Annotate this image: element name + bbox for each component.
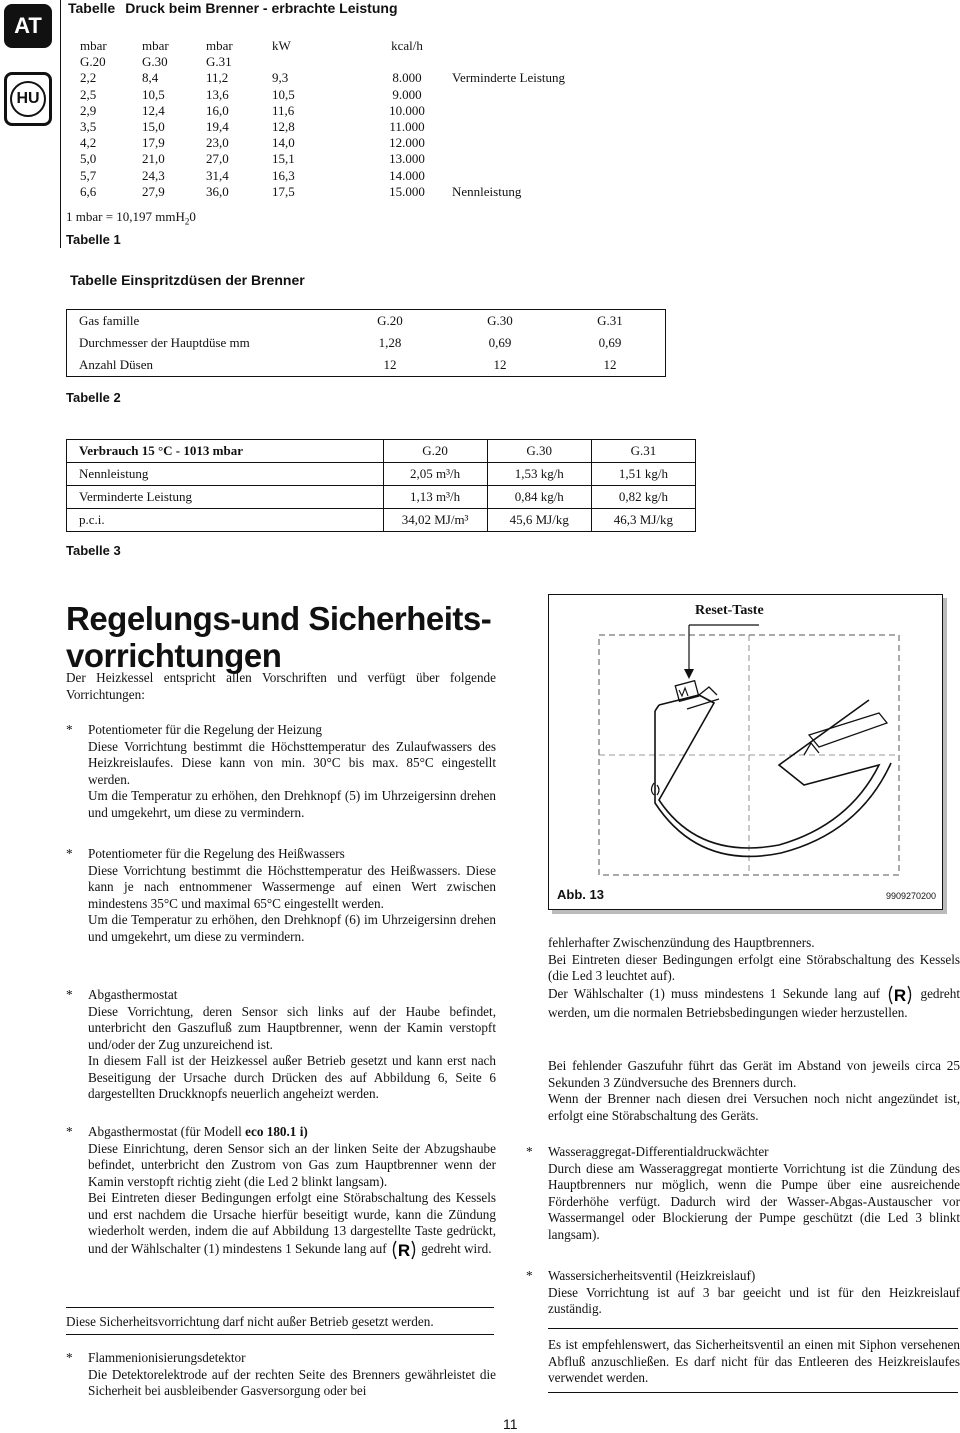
figure-caption: Abb. 13 (557, 887, 604, 902)
table-cell (452, 103, 565, 119)
table-cell: 17,9 (142, 135, 165, 151)
table-cell: 8.000 (392, 70, 422, 86)
table-cell: 0,84 kg/h (487, 486, 591, 509)
table-cell: 1,51 kg/h (591, 463, 695, 486)
table-cell: p.c.i. (67, 509, 384, 532)
warning-rule-top (66, 1307, 494, 1308)
table-row (67, 354, 666, 377)
language-tab-hu (4, 72, 52, 126)
table-cell: 2,05 m³/h (383, 463, 487, 486)
table-row (67, 509, 696, 532)
figure-label: Reset-Taste (695, 603, 764, 618)
table-cell: G.20 (377, 313, 403, 328)
table-cell: 11.000 (389, 119, 425, 135)
table-cell (452, 151, 565, 167)
table-cell: 0,69 (598, 335, 622, 350)
consumption-table (66, 439, 696, 532)
table-cell: Nennleistung (67, 463, 384, 486)
language-tab-at: AT (4, 4, 52, 48)
table-cell: 2,2 (80, 70, 97, 86)
table-cell: 34,02 MJ/m³ (383, 509, 487, 532)
table-row (80, 119, 565, 135)
table-cell: 12 (603, 357, 617, 372)
nozzle-table (66, 309, 666, 377)
table-cell: 27,9 (142, 183, 165, 199)
table-cell: 12.000 (389, 135, 425, 151)
item-heating-potentiometer: * Potentiometer für die Regelung der Heizung Diese Vorrichtung bestimmt die Höchsttemperatur des Zulaufwassers des Heizkreislaufes. Diese kann von min. 30°C bis max. 85°C eingestellt werden. Um die Temperatur zu erhöhen, den Drehknopf (5) im Uhrzeigersinn drehen und umgekehrt, um diese zu vermindern. (66, 722, 496, 820)
table-cell: 10,5 (272, 86, 295, 102)
table-row (80, 103, 565, 119)
note-rule-top (548, 1328, 958, 1329)
table-row (80, 184, 565, 200)
table-row (80, 168, 565, 184)
table-cell: 10.000 (389, 102, 425, 118)
reset-r-icon (886, 985, 914, 1005)
table-cell: 12 (383, 357, 397, 372)
table-cell: 2,5 (80, 86, 97, 102)
table-cell (452, 168, 565, 184)
table-cell: 9.000 (392, 86, 422, 102)
reset-r-icon (390, 1240, 418, 1260)
table-cell: Verminderte Leistung (67, 486, 384, 509)
table-cell: 12,4 (142, 102, 165, 118)
table-cell: 46,3 MJ/kg (591, 509, 695, 532)
table-cell: 21,0 (142, 151, 165, 167)
table-cell: 15,0 (142, 119, 165, 135)
table-cell: 10,5 (142, 86, 165, 102)
table-row (80, 151, 565, 167)
burner-hood-drawing (549, 595, 942, 909)
table-cell: 15.000 (389, 183, 425, 199)
table-cell: 3,5 (80, 119, 97, 135)
section-title: Regelungs-und Sicherheits- vorrichtungen (66, 600, 492, 674)
safety-valve-note: Es ist empfehlenswert, das Sicherheitsventil an einen mit Siphon versehenen Abfluß anzuschließen. Es darf nicht für das Entleeren des Heizkreislaufes verwendet werden. (548, 1337, 960, 1385)
section-intro: Der Heizkessel entspricht allen Vorschriften und verfügt über folgende Vorrichtungen: (66, 670, 496, 702)
right-paragraph-ignition: Bei fehlender Gaszufuhr führt das Gerät im Abstand von jeweils circa 25 Sekunden 3 Zündversuche des Brenners durch. Wenn der Brenner nach diesen drei Versuchen noch nicht angezündet ist, erfolgt eine Störabschaltung des Geräts. (548, 1058, 960, 1123)
table-cell: 13.000 (389, 151, 425, 167)
table-cell: 31,4 (206, 167, 229, 183)
table-row (67, 332, 666, 354)
vertical-rule (60, 0, 61, 248)
note-rule-bottom (548, 1392, 958, 1393)
svg-text:R: R (397, 1240, 411, 1260)
table-cell: 12,8 (272, 119, 295, 135)
warning-rule-bottom (66, 1334, 494, 1335)
right-text-continuation: fehlerhafter Zwischenzündung des Hauptbrenners. Bei Eintreten dieser Bedingungen erfolgt eine Störabschaltung des Kessels (die Led 3 leuchtet auf). Der Wählschalter (1) muss mindestens 1 Sekunde lang auf R gedreht werden, um die normalen Betriebsbedingungen wieder herzustellen. (548, 935, 960, 1020)
figure-code: 9909270200 (885, 891, 936, 901)
table-cell: 16,0 (206, 102, 229, 118)
table-cell: 5,7 (80, 167, 97, 183)
table-cell: G.30 (487, 313, 513, 328)
table-cell: 1,13 m³/h (383, 486, 487, 509)
pressure-power-table (80, 38, 565, 200)
table1-caption: Tabelle 1 (66, 232, 121, 247)
table-cell: 1,53 kg/h (487, 463, 591, 486)
table-row (80, 87, 565, 103)
page-number: 11 (503, 1416, 518, 1432)
table-cell: 36,0 (206, 183, 229, 199)
table-row: G.20 G.30 G.31 (80, 54, 232, 70)
table-cell: 0,82 kg/h (591, 486, 695, 509)
table3-caption: Tabelle 3 (66, 543, 121, 558)
table-cell: 12 (493, 357, 507, 372)
table-cell: 15,1 (272, 151, 295, 167)
item-differential-pressure-switch: * Wasseraggregat-Differentialdruckwächter Durch diese am Wasseraggregat montierte Vorrichtung ist die Zündung des Hauptbrenners nur möglich, wenn die Pumpe über eine ausreichende Förderhöhe verfügt. Dadurch wird der Wasser-Abgas-Austauscher vor Wassermangel oder Blockierung der Pumpe geschützt (die Led 3 blinkt langsam). (526, 1144, 960, 1242)
table-row (80, 70, 565, 86)
table2-title: Tabelle Einspritzdüsen der Brenner (70, 272, 305, 288)
table-cell (452, 87, 565, 103)
item-hotwater-potentiometer: * Potentiometer für die Regelung des Heißwassers Diese Vorrichtung bestimmt die Höchsttemperatur des Heißwassers. Diese kann je nach entnommener Wassermenge auf einen Wert zwischen mindestens 35°C und maximal 65°C eingestellt werden. Um die Temperatur zu erhöhen, den Drehknopf (6) im Uhrzeigersinn drehen und umgekehrt, um diese zu vermindern. (66, 846, 496, 944)
table-row (67, 486, 696, 509)
table-row: Verbrauch 15 °C - 1013 mbar G.20 G.30 G.31 (67, 440, 696, 463)
table-cell: 5,0 (80, 151, 97, 167)
table-cell (452, 119, 565, 135)
table-cell: 0,69 (488, 335, 512, 350)
table-cell: Anzahl Düsen (79, 357, 154, 372)
table-cell: 24,3 (142, 167, 165, 183)
table-cell: 2,9 (80, 102, 97, 118)
table-cell: Gas famille (79, 313, 140, 328)
table-cell: 11,2 (206, 70, 229, 86)
table-cell: 27,0 (206, 151, 229, 167)
table-cell: 14,0 (272, 135, 295, 151)
hu-badge: HU (10, 81, 46, 117)
table-cell: 8,4 (142, 70, 159, 86)
table-row (67, 310, 666, 333)
figure-13 (548, 594, 943, 910)
item-ionisation-detector: * Flammenionisierungsdetektor Die Detektorelektrode auf der rechten Seite des Brenners gewährleistet die Sicherheit bei ausbleibender Gasversorgung oder bei (66, 1350, 496, 1398)
table-row (67, 463, 696, 486)
table-cell: 9,3 (272, 70, 289, 86)
item-flue-thermostat: * Abgasthermostat Diese Vorrichtung, deren Sensor sich links auf der Haube befindet, unterbricht den Gaszufluß zum Hauptbrenner, wenn der Kamin verstopft und/oder der Zug unzureichend ist. In diesem Fall ist der Heizkessel außer Betrieb gesetzt und kann erst nach Beseitigung der Ursache durch Drücken des auf Abbildung 6, Seite 6 dargestellten Druckknopfs neuerlich angeheizt werden. (66, 987, 496, 1101)
table1-title: Tabelle Druck beim Brenner - erbrachte Leistung (68, 0, 398, 16)
table-cell: 11,6 (272, 102, 295, 118)
table-cell: 23,0 (206, 135, 229, 151)
table-cell: 6,6 (80, 183, 97, 199)
table-cell: 16,3 (272, 167, 295, 183)
table2-caption: Tabelle 2 (66, 390, 121, 405)
table-cell: 14.000 (389, 167, 425, 183)
table-row: mbar mbar mbar kW kcal/h (80, 38, 423, 53)
table-cell: 13,6 (206, 86, 229, 102)
table-cell: 17,5 (272, 183, 295, 199)
table-cell: 45,6 MJ/kg (487, 509, 591, 532)
table-cell: 19,4 (206, 119, 229, 135)
svg-text:R: R (894, 985, 907, 1005)
warning-note: Diese Sicherheitsvorrichtung darf nicht außer Betrieb gesetzt werden. (66, 1314, 434, 1329)
conversion-note: 1 mbar = 10,197 mmH$_2$0 (66, 209, 196, 227)
table-row (80, 135, 565, 151)
table-cell: Verminderte Leistung (452, 70, 565, 86)
table-cell: 4,2 (80, 135, 97, 151)
table-cell: Durchmesser der Hauptdüse mm (79, 335, 250, 350)
table-cell: G.31 (597, 313, 623, 328)
table-cell: Nennleistung (452, 183, 522, 199)
table-cell: 1,28 (378, 335, 402, 350)
item-safety-valve: * Wassersicherheitsventil (Heizkreislauf) Diese Vorrichtung ist auf 3 bar geeicht und ist für den Heizkreislauf zuständig. (526, 1268, 960, 1316)
item-flue-thermostat-eco: * Abgasthermostat (für Modell eco 180.1 i) Diese Einrichtung, deren Sensor sich an der linken Seite der Abzugshaube befindet, unterbricht den Zustrom von Gas zum Hauptbrenner wenn der Kamin verstopft richtig zieht (die Led 2 blinkt langsam). Bei Eintreten dieser Bedingungen erfolgt eine Störabschaltung des Kessels und erst nachdem die Ursache hierfür beseitigt wurde, kann die Zündung wiederholt werden, indem die auf Abbildung 13 dargestellte Taste gedrückt, und der Wählschalter (1) mindestens 1 Sekunde lang auf R gedreht wird. (66, 1124, 496, 1260)
table-cell (452, 135, 565, 151)
